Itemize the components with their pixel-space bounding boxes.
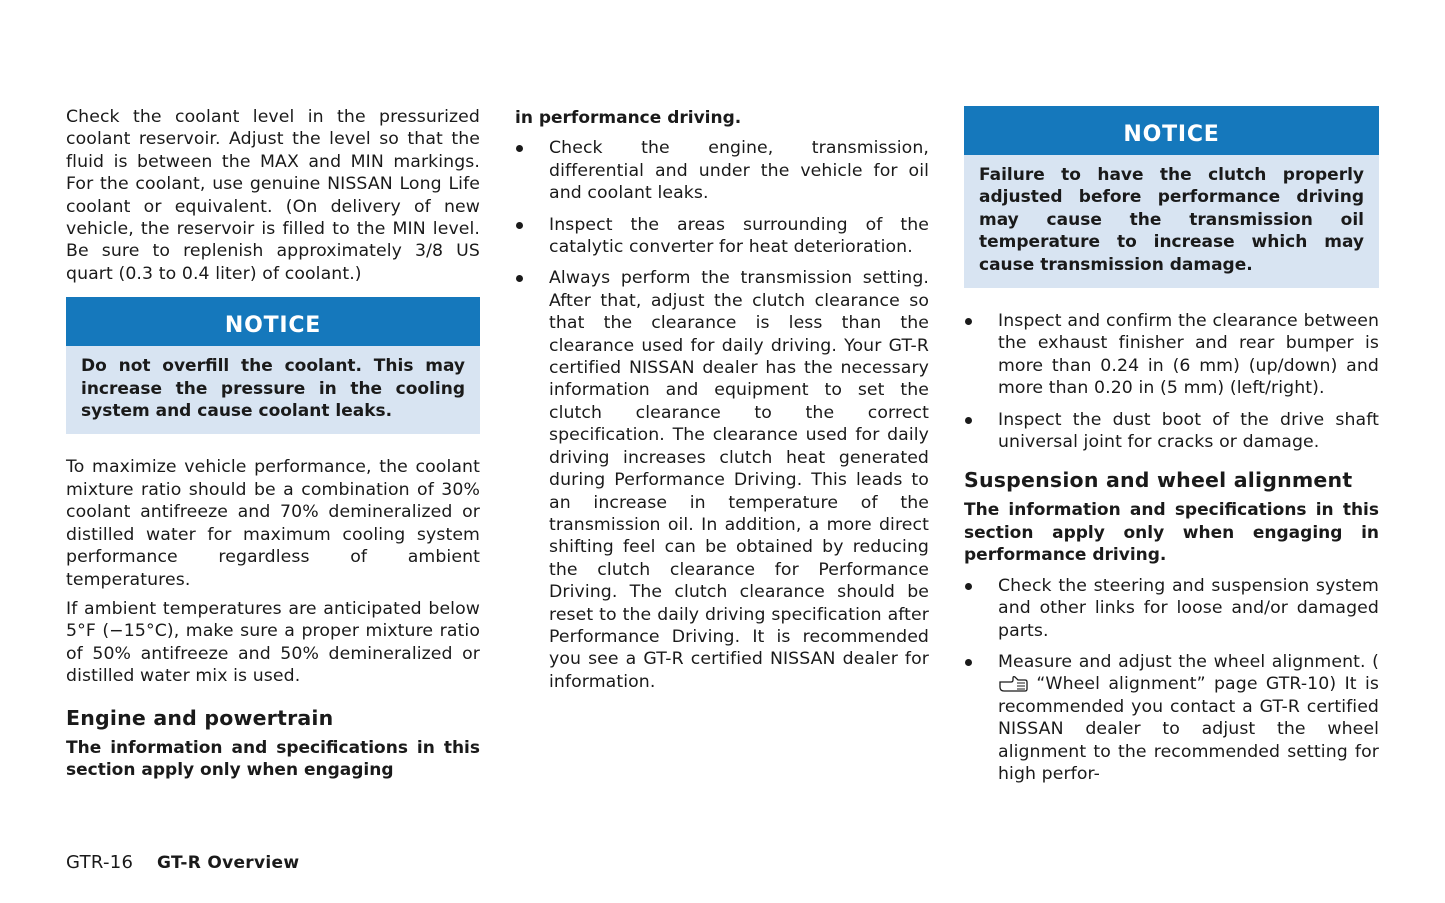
list-item-text: Check the steering and suspension system and other links for loose and/or damaged parts. xyxy=(998,575,1379,641)
list-item xyxy=(515,267,929,693)
suspension-bullet-list xyxy=(964,575,1379,786)
bullet-icon xyxy=(965,659,972,666)
bullet-icon xyxy=(516,275,523,282)
list-item-text: Inspect the areas surrounding of the catalytic converter for heat deterioration. xyxy=(549,214,929,258)
exhaust-bullet-list xyxy=(964,310,1379,453)
column-right xyxy=(964,106,1379,794)
ambient-temperature-paragraph: If ambient temperatures are anticipated below 5°F (−15°C), make sure a proper mixture ratio of 50% antifreeze and 50% demineralized or distilled water mix is used. xyxy=(66,598,480,687)
engine-bullet-list xyxy=(515,137,929,693)
pointing-hand-icon xyxy=(998,674,1028,692)
column-middle xyxy=(515,107,929,702)
notice-text: Do not overfill the coolant. This may increase the pressure in the cooling system and cause coolant leaks. xyxy=(66,346,480,434)
coolant-notice-box xyxy=(66,297,480,434)
wheel-alignment-reference[interactable]: “Wheel alignment” page GTR-10) xyxy=(1036,674,1337,695)
clutch-notice-box xyxy=(964,106,1379,288)
notice-title: NOTICE xyxy=(964,106,1379,155)
list-item xyxy=(964,651,1379,785)
coolant-check-paragraph: Check the coolant level in the pressurized coolant reservoir. Adjust the level so that the fluid is between the MAX and MIN markings. For the coolant, use genuine NISSAN Long Life coolant or equivalent. (On delivery of new vehicle, the reservoir is filled to the MIN level. Be sure to replenish approximately 3/8 US quart (0.3 to 0.4 liter) of coolant.) xyxy=(66,107,480,284)
list-item-text: Always perform the transmission setting. After that, adjust the clutch clearance so that the clearance is less than the clearance used for daily driving. Your GT-R certified NISSAN dealer has the necessary information and equipment to set the clutch clearance to the correct specification. The clearance used for daily driving increases clutch heat generated during Performance Driving. This leads to an increase in temperature of the transmission oil. In addition, a more direct shifting feel can be obtained by reducing the clutch clearance for Performance Driving. The clutch clearance should be reset to the daily driving specification after Performance Driving. It is recommended you see a GT-R certified NISSAN dealer for information. xyxy=(549,268,929,692)
list-item-text: Inspect and confirm the clearance between the exhaust finisher and rear bumper is more than 0.24 in (6 mm) (up/down) and more than 0.20 in (5 mm) (left/right). xyxy=(998,311,1379,399)
list-item-text-suffix: It is recommended you contact a GT-R certified NISSAN dealer to adjust the wheel alignment to the recommended setting for high perfor- xyxy=(998,674,1380,784)
notice-title: NOTICE xyxy=(66,297,480,346)
column-left xyxy=(66,106,480,789)
suspension-alignment-heading: Suspension and wheel alignment xyxy=(964,468,1353,493)
bullet-icon xyxy=(516,145,523,152)
coolant-mixture-paragraph: To maximize vehicle performance, the coolant mixture ratio should be a combination of 30% coolant antifreeze and 70% demineralized or distilled water for maximum cooling system performance regardless of ambient temperatures. xyxy=(66,457,480,590)
notice-text: Failure to have the clutch properly adjusted before performance driving may cause the transmission oil temperature to increase which may cause transmission damage. xyxy=(964,155,1379,288)
list-item-text: Check the engine, transmission, differential and under the vehicle for oil and coolant leaks. xyxy=(549,138,929,204)
bullet-icon xyxy=(965,583,972,590)
list-item xyxy=(515,214,929,259)
list-item-text: Inspect the dust boot of the drive shaft universal joint for cracks or damage. xyxy=(998,409,1379,453)
section-title: GT-R Overview xyxy=(157,853,300,873)
engine-powertrain-heading: Engine and powertrain xyxy=(66,705,334,730)
list-item xyxy=(515,137,929,204)
bullet-icon xyxy=(965,318,972,325)
engine-section-lead: The information and specifications in this section apply only when engaging xyxy=(66,737,480,780)
bullet-icon xyxy=(516,222,523,229)
bullet-icon xyxy=(965,417,972,424)
page-number: GTR-16 xyxy=(66,852,134,873)
engine-section-lead-continued: in performance driving. xyxy=(515,108,742,128)
suspension-section-lead: The information and specifications in this section apply only when engaging in performance driving. xyxy=(964,500,1379,566)
list-item xyxy=(964,575,1379,642)
list-item xyxy=(964,409,1379,454)
list-item-text-prefix: Measure and adjust the wheel alignment. ( xyxy=(998,651,1379,672)
page-footer xyxy=(66,851,299,875)
list-item xyxy=(964,310,1379,400)
